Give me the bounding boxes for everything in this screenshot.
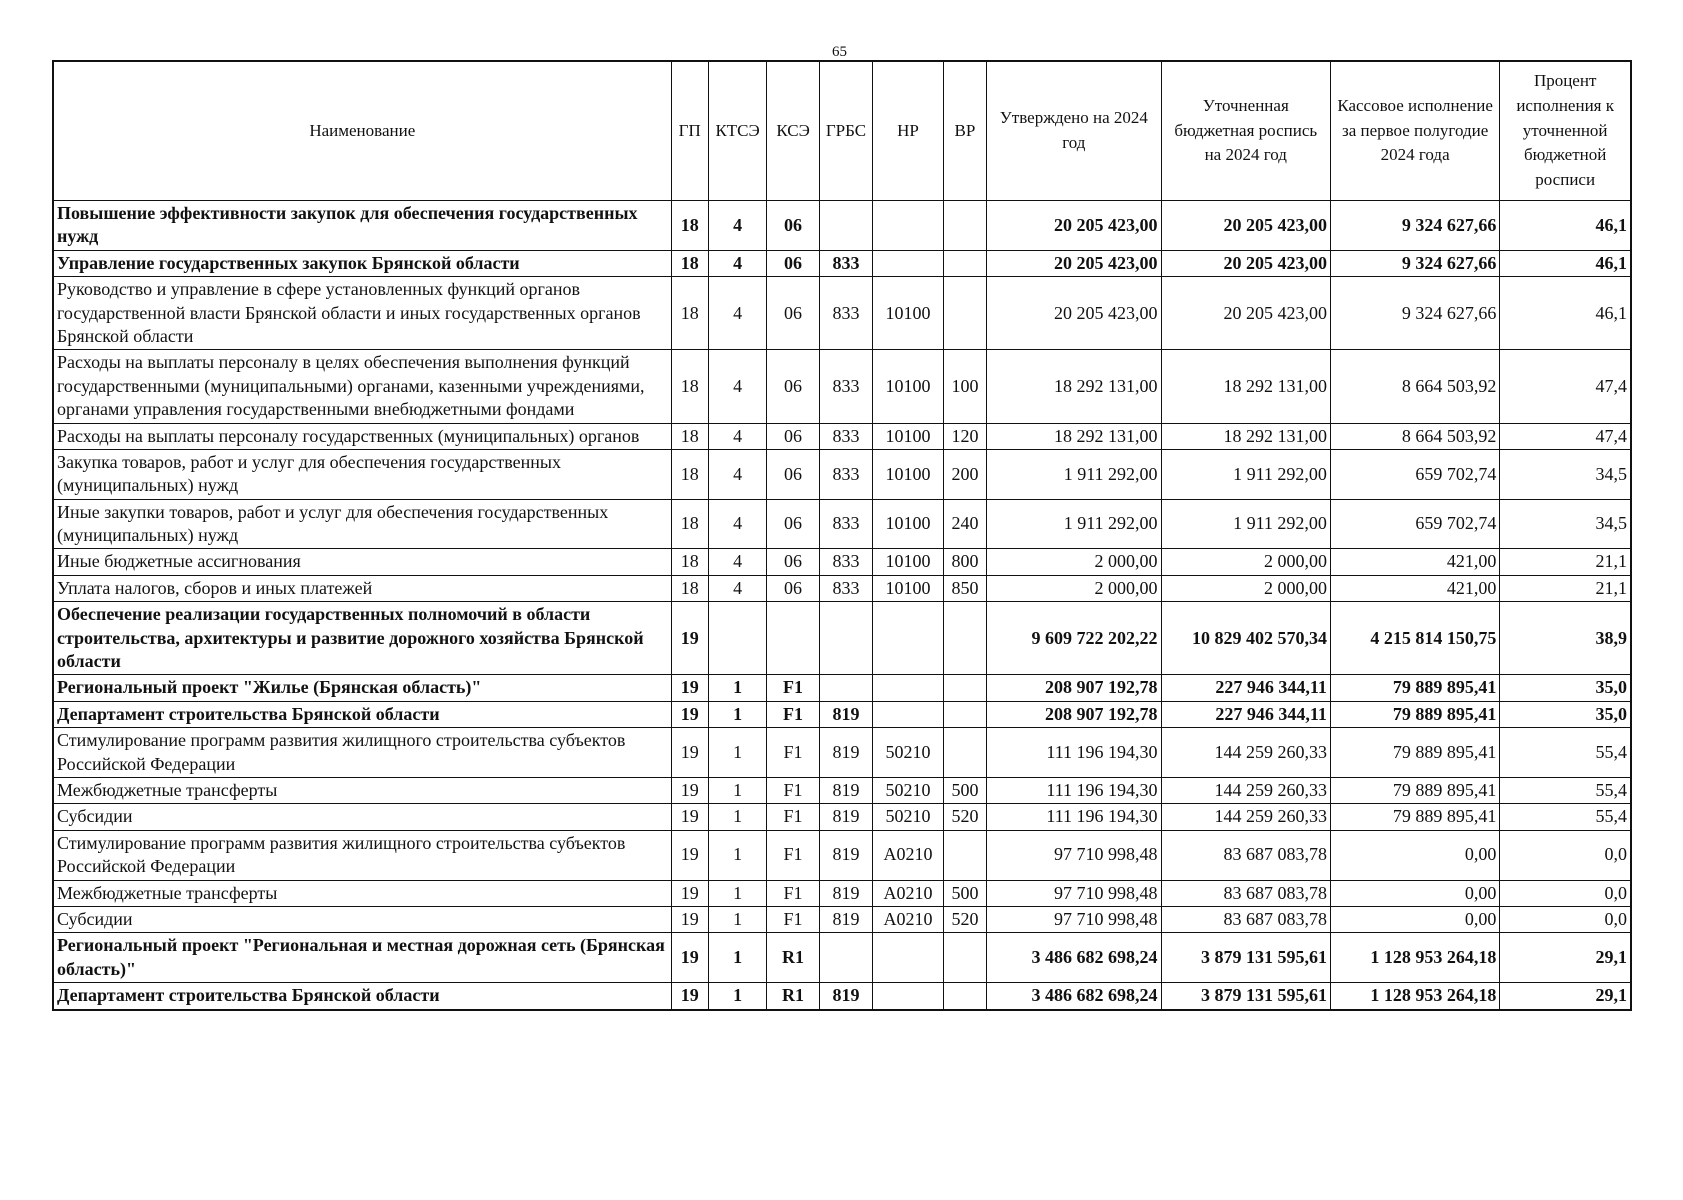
cell-ktse: 1 bbox=[708, 777, 766, 803]
cell-revised: 1 911 292,00 bbox=[1161, 499, 1330, 549]
cell-vr bbox=[943, 933, 986, 983]
cell-ktse: 4 bbox=[708, 423, 766, 449]
cell-grbs: 819 bbox=[819, 804, 872, 830]
cell-gp: 18 bbox=[671, 499, 708, 549]
header-revised: Уточненная бюджетная роспись на 2024 год bbox=[1161, 61, 1330, 201]
cell-revised: 3 879 131 595,61 bbox=[1161, 933, 1330, 983]
cell-ktse: 1 bbox=[708, 728, 766, 778]
cell-nr bbox=[873, 675, 944, 701]
cell-ktse: 1 bbox=[708, 983, 766, 1010]
cell-percent: 21,1 bbox=[1500, 549, 1631, 575]
cell-cash: 9 324 627,66 bbox=[1330, 250, 1499, 276]
cell-name: Стимулирование программ развития жилищного строительства субъектов Российской Федерации bbox=[53, 830, 671, 880]
cell-gp: 19 bbox=[671, 880, 708, 906]
cell-grbs: 819 bbox=[819, 880, 872, 906]
cell-vr: 120 bbox=[943, 423, 986, 449]
cell-cash: 659 702,74 bbox=[1330, 499, 1499, 549]
cell-approved: 111 196 194,30 bbox=[987, 804, 1161, 830]
cell-cash: 0,00 bbox=[1330, 830, 1499, 880]
cell-percent: 55,4 bbox=[1500, 728, 1631, 778]
cell-percent: 35,0 bbox=[1500, 675, 1631, 701]
cell-percent: 29,1 bbox=[1500, 933, 1631, 983]
table-row bbox=[53, 201, 1631, 251]
cell-revised: 2 000,00 bbox=[1161, 549, 1330, 575]
cell-grbs bbox=[819, 201, 872, 251]
cell-kse: 06 bbox=[767, 499, 819, 549]
cell-gp: 18 bbox=[671, 201, 708, 251]
cell-gp: 19 bbox=[671, 933, 708, 983]
cell-percent: 0,0 bbox=[1500, 880, 1631, 906]
cell-revised: 83 687 083,78 bbox=[1161, 830, 1330, 880]
cell-vr: 520 bbox=[943, 906, 986, 932]
cell-nr: А0210 bbox=[873, 906, 944, 932]
cell-vr: 520 bbox=[943, 804, 986, 830]
cell-nr: 10100 bbox=[873, 499, 944, 549]
table-row bbox=[53, 777, 1631, 803]
table-row bbox=[53, 277, 1631, 350]
cell-kse: 06 bbox=[767, 201, 819, 251]
cell-vr: 850 bbox=[943, 575, 986, 601]
cell-approved: 18 292 131,00 bbox=[987, 350, 1161, 423]
cell-ktse: 4 bbox=[708, 350, 766, 423]
table-row bbox=[53, 350, 1631, 423]
header-vr: ВР bbox=[943, 61, 986, 201]
cell-revised: 144 259 260,33 bbox=[1161, 728, 1330, 778]
cell-percent: 46,1 bbox=[1500, 250, 1631, 276]
cell-grbs: 833 bbox=[819, 499, 872, 549]
cell-nr: 50210 bbox=[873, 728, 944, 778]
cell-gp: 19 bbox=[671, 983, 708, 1010]
cell-vr: 240 bbox=[943, 499, 986, 549]
cell-percent: 34,5 bbox=[1500, 449, 1631, 499]
cell-gp: 19 bbox=[671, 728, 708, 778]
cell-gp: 19 bbox=[671, 701, 708, 727]
table-row bbox=[53, 250, 1631, 276]
cell-grbs bbox=[819, 602, 872, 675]
cell-nr bbox=[873, 933, 944, 983]
cell-revised: 144 259 260,33 bbox=[1161, 804, 1330, 830]
cell-ktse: 4 bbox=[708, 549, 766, 575]
cell-ktse: 1 bbox=[708, 830, 766, 880]
cell-gp: 19 bbox=[671, 777, 708, 803]
cell-nr: 50210 bbox=[873, 777, 944, 803]
cell-nr: 10100 bbox=[873, 277, 944, 350]
cell-vr bbox=[943, 701, 986, 727]
cell-ktse: 4 bbox=[708, 201, 766, 251]
cell-ktse: 4 bbox=[708, 277, 766, 350]
cell-vr: 500 bbox=[943, 880, 986, 906]
cell-revised: 227 946 344,11 bbox=[1161, 675, 1330, 701]
cell-kse: 06 bbox=[767, 350, 819, 423]
table-row bbox=[53, 933, 1631, 983]
cell-revised: 144 259 260,33 bbox=[1161, 777, 1330, 803]
cell-revised: 1 911 292,00 bbox=[1161, 449, 1330, 499]
cell-gp: 19 bbox=[671, 906, 708, 932]
cell-approved: 3 486 682 698,24 bbox=[987, 933, 1161, 983]
cell-gp: 18 bbox=[671, 423, 708, 449]
cell-cash: 421,00 bbox=[1330, 549, 1499, 575]
cell-nr bbox=[873, 602, 944, 675]
header-gp: ГП bbox=[671, 61, 708, 201]
cell-grbs: 833 bbox=[819, 250, 872, 276]
cell-name: Закупка товаров, работ и услуг для обеспечения государственных (муниципальных) нужд bbox=[53, 449, 671, 499]
table-row bbox=[53, 880, 1631, 906]
cell-ktse: 1 bbox=[708, 906, 766, 932]
cell-cash: 1 128 953 264,18 bbox=[1330, 983, 1499, 1010]
cell-kse: 06 bbox=[767, 449, 819, 499]
cell-kse: R1 bbox=[767, 933, 819, 983]
cell-grbs: 819 bbox=[819, 830, 872, 880]
cell-kse: F1 bbox=[767, 675, 819, 701]
table-row bbox=[53, 549, 1631, 575]
cell-grbs: 833 bbox=[819, 575, 872, 601]
cell-name: Региональный проект "Региональная и местная дорожная сеть (Брянская область)" bbox=[53, 933, 671, 983]
cell-approved: 111 196 194,30 bbox=[987, 777, 1161, 803]
cell-vr: 800 bbox=[943, 549, 986, 575]
cell-cash: 0,00 bbox=[1330, 880, 1499, 906]
cell-grbs: 833 bbox=[819, 277, 872, 350]
cell-approved: 2 000,00 bbox=[987, 575, 1161, 601]
cell-vr bbox=[943, 675, 986, 701]
cell-revised: 3 879 131 595,61 bbox=[1161, 983, 1330, 1010]
cell-ktse: 1 bbox=[708, 675, 766, 701]
cell-approved: 3 486 682 698,24 bbox=[987, 983, 1161, 1010]
cell-ktse: 4 bbox=[708, 250, 766, 276]
cell-name: Обеспечение реализации государственных полномочий в области строительства, архитектуры и развитие дорожного хозяйства Брянской области bbox=[53, 602, 671, 675]
cell-vr bbox=[943, 728, 986, 778]
cell-vr bbox=[943, 602, 986, 675]
cell-nr: 10100 bbox=[873, 575, 944, 601]
header-ktse: КТСЭ bbox=[708, 61, 766, 201]
cell-grbs: 819 bbox=[819, 777, 872, 803]
cell-approved: 208 907 192,78 bbox=[987, 675, 1161, 701]
cell-nr: 10100 bbox=[873, 423, 944, 449]
cell-name: Руководство и управление в сфере установленных функций органов государственной власти Брянской области и иных государственных органов Брянской области bbox=[53, 277, 671, 350]
cell-approved: 20 205 423,00 bbox=[987, 250, 1161, 276]
cell-kse bbox=[767, 602, 819, 675]
cell-cash: 79 889 895,41 bbox=[1330, 701, 1499, 727]
header-cash: Кассовое исполнение за первое полугодие 2024 года bbox=[1330, 61, 1499, 201]
cell-cash: 659 702,74 bbox=[1330, 449, 1499, 499]
cell-approved: 1 911 292,00 bbox=[987, 499, 1161, 549]
cell-approved: 2 000,00 bbox=[987, 549, 1161, 575]
cell-grbs bbox=[819, 675, 872, 701]
cell-cash: 79 889 895,41 bbox=[1330, 804, 1499, 830]
cell-approved: 111 196 194,30 bbox=[987, 728, 1161, 778]
cell-revised: 10 829 402 570,34 bbox=[1161, 602, 1330, 675]
cell-name: Региональный проект "Жилье (Брянская область)" bbox=[53, 675, 671, 701]
cell-kse: 06 bbox=[767, 575, 819, 601]
cell-kse: 06 bbox=[767, 423, 819, 449]
cell-cash: 79 889 895,41 bbox=[1330, 728, 1499, 778]
cell-cash: 79 889 895,41 bbox=[1330, 675, 1499, 701]
header-kse: КСЭ bbox=[767, 61, 819, 201]
cell-percent: 46,1 bbox=[1500, 201, 1631, 251]
cell-cash: 9 324 627,66 bbox=[1330, 201, 1499, 251]
header-percent: Процент исполнения к уточненной бюджетной росписи bbox=[1500, 61, 1631, 201]
cell-percent: 55,4 bbox=[1500, 804, 1631, 830]
cell-nr: А0210 bbox=[873, 830, 944, 880]
cell-cash: 8 664 503,92 bbox=[1330, 350, 1499, 423]
cell-nr bbox=[873, 701, 944, 727]
page-number: 65 bbox=[832, 44, 847, 60]
cell-approved: 1 911 292,00 bbox=[987, 449, 1161, 499]
cell-percent: 0,0 bbox=[1500, 906, 1631, 932]
cell-cash: 79 889 895,41 bbox=[1330, 777, 1499, 803]
cell-grbs bbox=[819, 933, 872, 983]
cell-approved: 9 609 722 202,22 bbox=[987, 602, 1161, 675]
cell-vr: 500 bbox=[943, 777, 986, 803]
cell-grbs: 819 bbox=[819, 728, 872, 778]
cell-gp: 19 bbox=[671, 675, 708, 701]
cell-approved: 20 205 423,00 bbox=[987, 277, 1161, 350]
cell-name: Иные бюджетные ассигнования bbox=[53, 549, 671, 575]
cell-cash: 9 324 627,66 bbox=[1330, 277, 1499, 350]
cell-ktse: 1 bbox=[708, 880, 766, 906]
cell-name: Межбюджетные трансферты bbox=[53, 880, 671, 906]
cell-vr bbox=[943, 250, 986, 276]
cell-cash: 0,00 bbox=[1330, 906, 1499, 932]
cell-kse: F1 bbox=[767, 728, 819, 778]
cell-ktse: 4 bbox=[708, 575, 766, 601]
cell-revised: 2 000,00 bbox=[1161, 575, 1330, 601]
header-nr: НР bbox=[873, 61, 944, 201]
cell-grbs: 833 bbox=[819, 549, 872, 575]
cell-nr: 10100 bbox=[873, 350, 944, 423]
cell-kse: 06 bbox=[767, 549, 819, 575]
table-row bbox=[53, 499, 1631, 549]
cell-kse: F1 bbox=[767, 701, 819, 727]
cell-percent: 29,1 bbox=[1500, 983, 1631, 1010]
cell-kse: F1 bbox=[767, 777, 819, 803]
table-row bbox=[53, 449, 1631, 499]
table-row bbox=[53, 728, 1631, 778]
cell-revised: 20 205 423,00 bbox=[1161, 201, 1330, 251]
cell-name: Расходы на выплаты персоналу государственных (муниципальных) органов bbox=[53, 423, 671, 449]
cell-grbs: 819 bbox=[819, 701, 872, 727]
cell-name: Повышение эффективности закупок для обеспечения государственных нужд bbox=[53, 201, 671, 251]
cell-gp: 19 bbox=[671, 804, 708, 830]
cell-gp: 18 bbox=[671, 549, 708, 575]
cell-approved: 18 292 131,00 bbox=[987, 423, 1161, 449]
table-row bbox=[53, 906, 1631, 932]
cell-kse: 06 bbox=[767, 277, 819, 350]
cell-ktse: 1 bbox=[708, 804, 766, 830]
cell-nr bbox=[873, 250, 944, 276]
cell-grbs: 833 bbox=[819, 449, 872, 499]
cell-vr bbox=[943, 983, 986, 1010]
cell-nr: 10100 bbox=[873, 449, 944, 499]
cell-vr bbox=[943, 201, 986, 251]
header-name: Наименование bbox=[53, 61, 671, 201]
cell-gp: 18 bbox=[671, 277, 708, 350]
cell-name: Межбюджетные трансферты bbox=[53, 777, 671, 803]
table-row bbox=[53, 575, 1631, 601]
cell-revised: 83 687 083,78 bbox=[1161, 880, 1330, 906]
cell-percent: 55,4 bbox=[1500, 777, 1631, 803]
cell-nr: А0210 bbox=[873, 880, 944, 906]
cell-kse: 06 bbox=[767, 250, 819, 276]
cell-approved: 97 710 998,48 bbox=[987, 906, 1161, 932]
cell-approved: 97 710 998,48 bbox=[987, 880, 1161, 906]
cell-grbs: 819 bbox=[819, 906, 872, 932]
table-body bbox=[53, 201, 1631, 1010]
cell-percent: 47,4 bbox=[1500, 423, 1631, 449]
cell-gp: 18 bbox=[671, 449, 708, 499]
cell-name: Уплата налогов, сборов и иных платежей bbox=[53, 575, 671, 601]
cell-name: Субсидии bbox=[53, 804, 671, 830]
table-row bbox=[53, 830, 1631, 880]
cell-ktse: 4 bbox=[708, 499, 766, 549]
cell-cash: 4 215 814 150,75 bbox=[1330, 602, 1499, 675]
cell-name: Управление государственных закупок Брянской области bbox=[53, 250, 671, 276]
table-row bbox=[53, 675, 1631, 701]
cell-nr bbox=[873, 983, 944, 1010]
cell-name: Стимулирование программ развития жилищного строительства субъектов Российской Федерации bbox=[53, 728, 671, 778]
cell-grbs: 819 bbox=[819, 983, 872, 1010]
cell-vr: 200 bbox=[943, 449, 986, 499]
cell-gp: 18 bbox=[671, 250, 708, 276]
cell-vr bbox=[943, 830, 986, 880]
cell-nr: 10100 bbox=[873, 549, 944, 575]
header-approved: Утверждено на 2024 год bbox=[987, 61, 1161, 201]
table-row bbox=[53, 983, 1631, 1010]
cell-gp: 19 bbox=[671, 602, 708, 675]
cell-percent: 38,9 bbox=[1500, 602, 1631, 675]
cell-grbs: 833 bbox=[819, 350, 872, 423]
cell-percent: 47,4 bbox=[1500, 350, 1631, 423]
cell-ktse bbox=[708, 602, 766, 675]
cell-nr bbox=[873, 201, 944, 251]
cell-grbs: 833 bbox=[819, 423, 872, 449]
cell-revised: 227 946 344,11 bbox=[1161, 701, 1330, 727]
cell-approved: 20 205 423,00 bbox=[987, 201, 1161, 251]
cell-kse: F1 bbox=[767, 804, 819, 830]
cell-kse: R1 bbox=[767, 983, 819, 1010]
cell-approved: 97 710 998,48 bbox=[987, 830, 1161, 880]
header-grbs: ГРБС bbox=[819, 61, 872, 201]
cell-percent: 21,1 bbox=[1500, 575, 1631, 601]
cell-cash: 1 128 953 264,18 bbox=[1330, 933, 1499, 983]
cell-name: Иные закупки товаров, работ и услуг для обеспечения государственных (муниципальных) нужд bbox=[53, 499, 671, 549]
cell-revised: 18 292 131,00 bbox=[1161, 350, 1330, 423]
cell-gp: 18 bbox=[671, 575, 708, 601]
cell-vr bbox=[943, 277, 986, 350]
cell-kse: F1 bbox=[767, 880, 819, 906]
cell-percent: 34,5 bbox=[1500, 499, 1631, 549]
cell-vr: 100 bbox=[943, 350, 986, 423]
cell-approved: 208 907 192,78 bbox=[987, 701, 1161, 727]
cell-name: Департамент строительства Брянской области bbox=[53, 983, 671, 1010]
cell-nr: 50210 bbox=[873, 804, 944, 830]
cell-cash: 421,00 bbox=[1330, 575, 1499, 601]
table-row bbox=[53, 602, 1631, 675]
cell-name: Расходы на выплаты персоналу в целях обеспечения выполнения функций государственными (муниципальными) органами, казенными учреждениями, органами управления государственными внебюджетными фондами bbox=[53, 350, 671, 423]
table-header-row bbox=[53, 61, 1631, 201]
table-row bbox=[53, 423, 1631, 449]
cell-ktse: 4 bbox=[708, 449, 766, 499]
cell-ktse: 1 bbox=[708, 933, 766, 983]
budget-table bbox=[52, 60, 1632, 1011]
table-row bbox=[53, 701, 1631, 727]
cell-cash: 8 664 503,92 bbox=[1330, 423, 1499, 449]
table-row bbox=[53, 804, 1631, 830]
cell-revised: 20 205 423,00 bbox=[1161, 277, 1330, 350]
cell-revised: 83 687 083,78 bbox=[1161, 906, 1330, 932]
cell-revised: 18 292 131,00 bbox=[1161, 423, 1330, 449]
cell-gp: 19 bbox=[671, 830, 708, 880]
cell-name: Департамент строительства Брянской области bbox=[53, 701, 671, 727]
cell-percent: 0,0 bbox=[1500, 830, 1631, 880]
cell-kse: F1 bbox=[767, 906, 819, 932]
cell-kse: F1 bbox=[767, 830, 819, 880]
cell-ktse: 1 bbox=[708, 701, 766, 727]
cell-revised: 20 205 423,00 bbox=[1161, 250, 1330, 276]
cell-percent: 46,1 bbox=[1500, 277, 1631, 350]
cell-percent: 35,0 bbox=[1500, 701, 1631, 727]
cell-name: Субсидии bbox=[53, 906, 671, 932]
cell-gp: 18 bbox=[671, 350, 708, 423]
